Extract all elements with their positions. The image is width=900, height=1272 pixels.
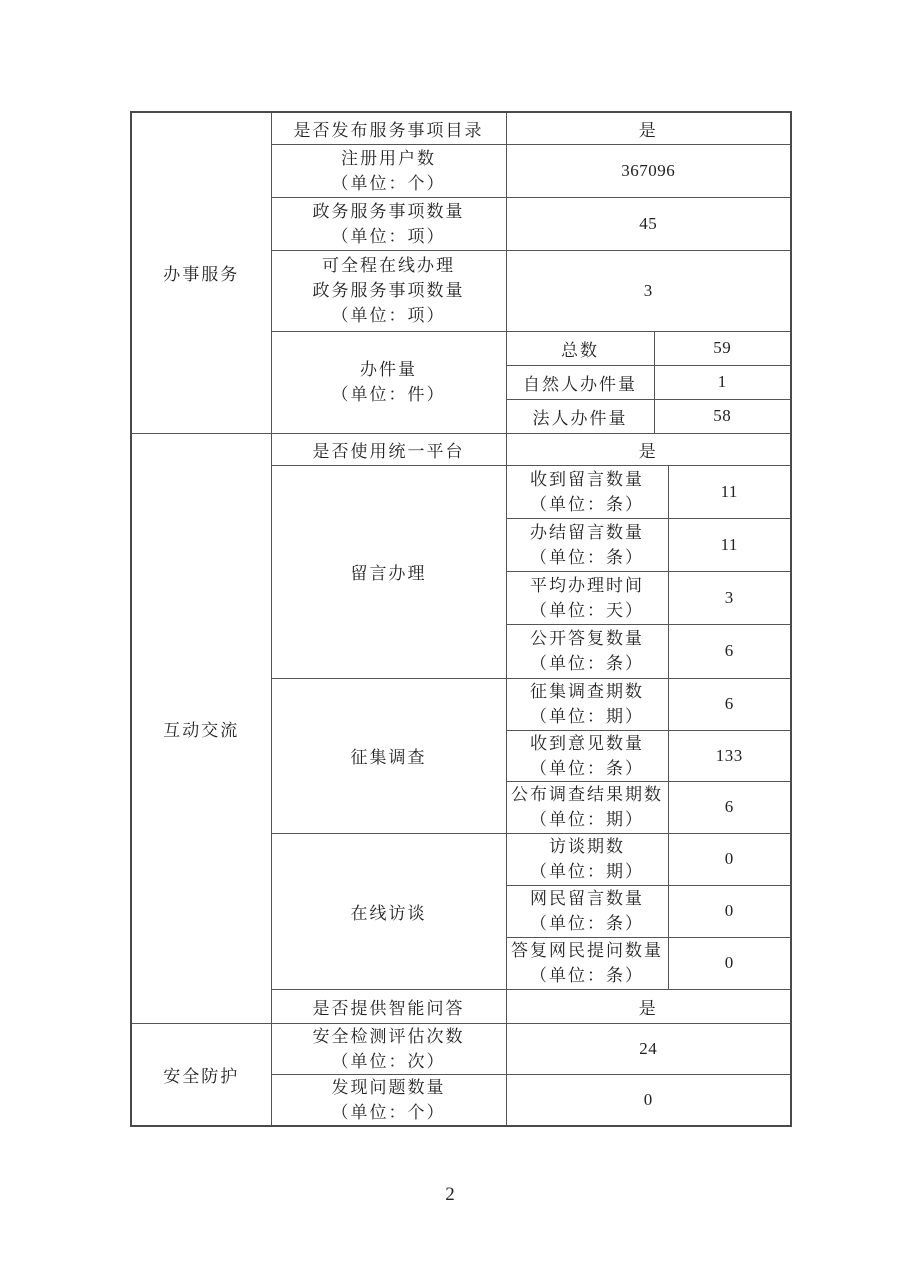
metric-label: 办结留言数量 xyxy=(530,522,644,542)
metric-label: 平均办理时间 xyxy=(530,575,644,595)
metric-value-cell: 是 xyxy=(506,989,791,1023)
sub-value-cell: 6 xyxy=(668,678,791,730)
sub-value-cell: 0 xyxy=(668,833,791,885)
metric-value-cell: 是 xyxy=(506,112,791,144)
metric-label: 安全检测评估次数 xyxy=(312,1026,465,1046)
metric-unit: （单位：个） xyxy=(331,1102,446,1122)
sub-value-cell: 133 xyxy=(668,730,791,781)
metric-unit: （单位：个） xyxy=(331,173,446,193)
metric-group-unit: （单位：件） xyxy=(331,385,446,404)
metric-label: 发现问题数量 xyxy=(331,1077,446,1097)
metric-value-cell: 是 xyxy=(506,433,791,465)
metric-label-cell xyxy=(271,197,506,250)
metric-unit: （单位：次） xyxy=(331,1051,446,1071)
metric-value-cell: 3 xyxy=(506,250,791,331)
metric-value-cell: 45 xyxy=(506,197,791,250)
metric-label: 征集调查期数 xyxy=(530,682,644,701)
sub-value-cell: 3 xyxy=(668,571,791,624)
metric-label-cell xyxy=(271,1023,506,1074)
metric-unit: （单位：期） xyxy=(530,862,644,881)
category-cell: 办事服务 xyxy=(131,112,271,433)
metric-label: 政务服务事项数量 xyxy=(312,281,465,300)
metric-group-cell xyxy=(271,331,506,433)
metric-unit: （单位：期） xyxy=(530,810,644,829)
table-row xyxy=(131,433,791,465)
metric-unit: （单位：条） xyxy=(530,494,644,514)
metric-value-cell: 0 xyxy=(506,1074,791,1126)
category-cell: 互动交流 xyxy=(131,433,271,1023)
metric-unit: （单位：条） xyxy=(530,966,644,985)
metric-label: 公布调查结果期数 xyxy=(511,785,663,804)
sub-label-cell xyxy=(506,518,668,571)
metric-label: 公开答复数量 xyxy=(530,629,644,648)
metric-label: 答复网民提问数量 xyxy=(511,941,663,960)
metric-label: 网民留言数量 xyxy=(530,889,644,908)
sub-value-cell: 0 xyxy=(668,885,791,937)
metric-unit: （单位：条） xyxy=(530,654,644,673)
metric-label-cell xyxy=(271,1074,506,1126)
metric-group-cell: 在线访谈 xyxy=(271,833,506,989)
metric-label-cell: 是否使用统一平台 xyxy=(271,433,506,465)
report-table xyxy=(130,111,792,1127)
metric-group-label: 办件量 xyxy=(360,360,417,379)
sub-label-cell: 法人办件量 xyxy=(506,399,654,433)
metric-label: 可全程在线办理 xyxy=(322,256,455,275)
metric-unit: （单位：条） xyxy=(530,547,644,567)
sub-value-cell: 6 xyxy=(668,781,791,833)
sub-label-cell: 总数 xyxy=(506,331,654,365)
metric-unit: （单位：条） xyxy=(530,758,644,778)
page-number: 2 xyxy=(445,1184,455,1205)
sub-value-cell: 58 xyxy=(654,399,791,433)
sub-label-cell xyxy=(506,678,668,730)
sub-value-cell: 1 xyxy=(654,365,791,399)
metric-label: 政务服务事项数量 xyxy=(312,201,465,221)
table-row xyxy=(131,1023,791,1074)
metric-label-cell xyxy=(271,144,506,197)
sub-value-cell: 11 xyxy=(668,518,791,571)
metric-label: 收到留言数量 xyxy=(530,469,644,489)
metric-label: 注册用户数 xyxy=(341,148,436,168)
sub-value-cell: 0 xyxy=(668,937,791,989)
sub-label-cell xyxy=(506,833,668,885)
sub-value-cell: 11 xyxy=(668,465,791,518)
table-row xyxy=(131,112,791,144)
sub-label-cell xyxy=(506,465,668,518)
metric-unit: （单位：项） xyxy=(331,306,446,325)
sub-label-cell: 自然人办件量 xyxy=(506,365,654,399)
sub-label-cell xyxy=(506,937,668,989)
sub-label-cell xyxy=(506,571,668,624)
metric-group-cell: 留言办理 xyxy=(271,465,506,678)
metric-label: 访谈期数 xyxy=(549,837,625,856)
metric-unit: （单位：天） xyxy=(530,600,644,620)
metric-value-cell: 24 xyxy=(506,1023,791,1074)
metric-unit: （单位：期） xyxy=(530,707,644,726)
sub-label-cell xyxy=(506,885,668,937)
metric-group-cell: 征集调查 xyxy=(271,678,506,833)
sub-value-cell: 59 xyxy=(654,331,791,365)
category-cell: 安全防护 xyxy=(131,1023,271,1126)
metric-unit: （单位：项） xyxy=(331,226,446,246)
metric-value-cell: 367096 xyxy=(506,144,791,197)
sub-label-cell xyxy=(506,781,668,833)
sub-label-cell xyxy=(506,624,668,678)
metric-label-cell: 是否发布服务事项目录 xyxy=(271,112,506,144)
sub-label-cell xyxy=(506,730,668,781)
metric-unit: （单位：条） xyxy=(530,914,644,933)
metric-label-cell xyxy=(271,250,506,331)
metric-label: 收到意见数量 xyxy=(530,733,644,753)
metric-label-cell: 是否提供智能问答 xyxy=(271,989,506,1023)
sub-value-cell: 6 xyxy=(668,624,791,678)
